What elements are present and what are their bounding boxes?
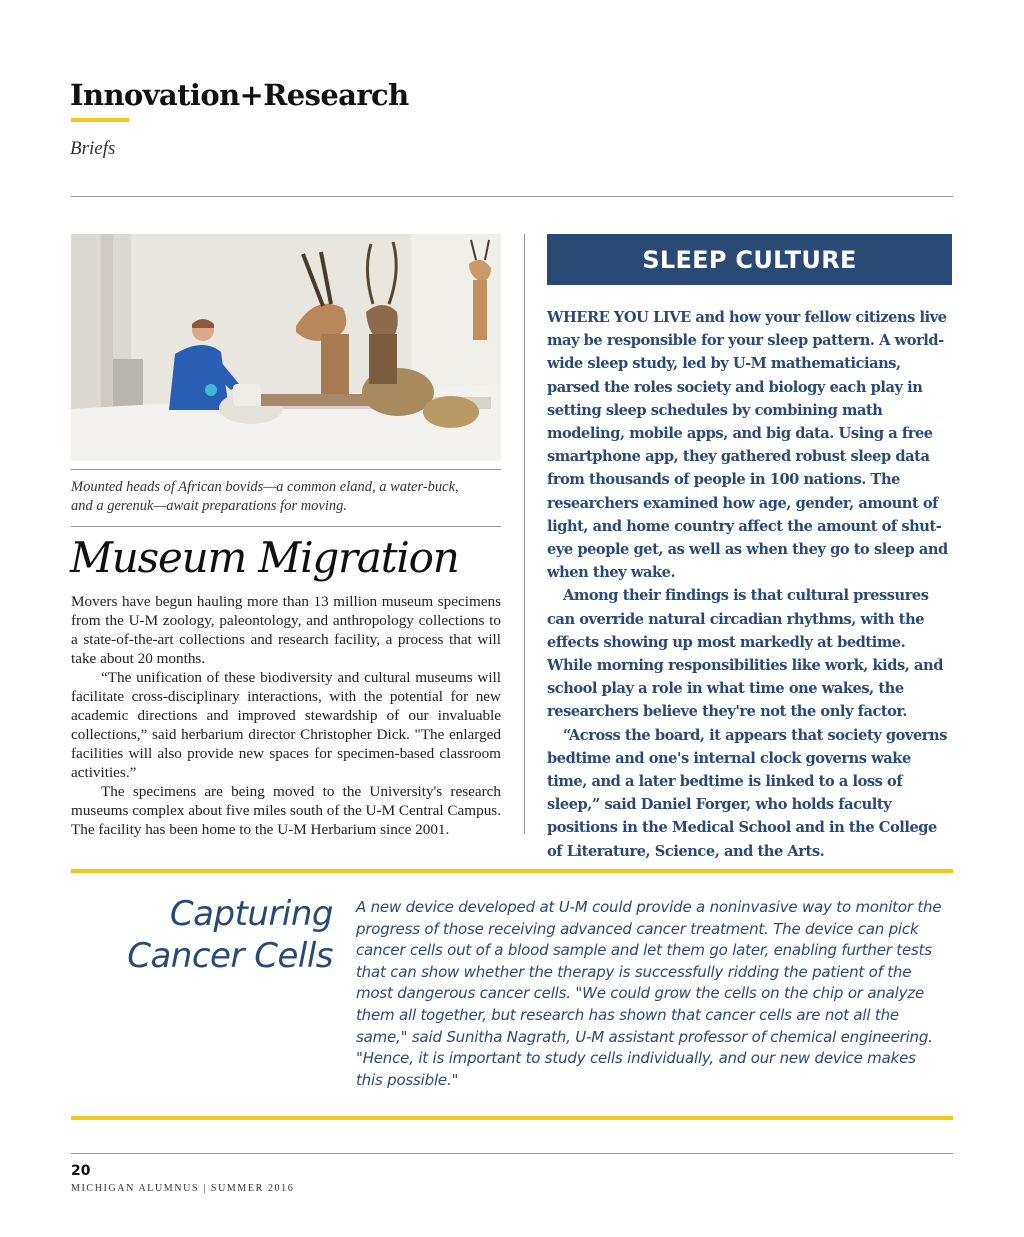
section-title: Innovation+Research bbox=[70, 78, 409, 112]
museum-photo bbox=[71, 234, 501, 461]
caption-bottom-rule bbox=[71, 526, 501, 527]
museum-article-body bbox=[71, 592, 501, 839]
sleep-culture-banner: SLEEP CULTURE bbox=[547, 234, 952, 285]
sleep-paragraph: WHERE YOU LIVE and how your fellow citizens live may be responsible for your sleep pattern. A world-wide sleep study, led by U-M mathematicians, parsed the roles society and biology each play in setting sleep schedules by combining math modeling, mobile apps, and big data. Using a free smartphone app, they gathered robust sleep data from thousands of people in 100 nations. The researchers examined how age, gender, amount of light, and home country affect the amount of shut-eye people get, as well as when they go to sleep and when they wake. bbox=[547, 309, 948, 582]
photo-caption: Mounted heads of African bovids—a common eland, a water-buck, and a gerenuk—await preparations for moving. bbox=[71, 479, 459, 514]
column-divider bbox=[524, 234, 525, 834]
page-number: 20 bbox=[71, 1163, 91, 1179]
footer-rule bbox=[71, 1153, 953, 1154]
cancer-section-top-bar bbox=[71, 869, 953, 873]
museum-paragraph: The specimens are being moved to the University's research museums complex about five miles south of the U-M Central Campus. The facility has been home to the U-M Herbarium since 2001. bbox=[71, 783, 501, 838]
sleep-article-body bbox=[547, 306, 955, 863]
cancer-headline-line1: Capturing bbox=[169, 894, 333, 934]
title-accent-rule bbox=[71, 118, 129, 122]
sleep-paragraph: “Across the board, it appears that society governs bedtime and one's internal clock governs wake time, and a later bedtime is linked to a loss of sleep,” said Daniel Forger, who holds faculty positions in the Medical School and in the College of Literature, Science, and the Arts. bbox=[547, 726, 947, 860]
museum-paragraph: “The unification of these biodiversity and cultural museums will facilitate cross-disciplinary interactions, with the potential for new academic directions and improved stewardship of our invaluable collections,” said herbarium director Christopher Dick. "The enlarged facilities will also provide new spaces for specimen-based classroom activities.” bbox=[71, 669, 501, 781]
cancer-headline bbox=[90, 893, 333, 977]
caption-top-rule bbox=[71, 469, 501, 470]
cancer-article-body: A new device developed at U-M could provide a noninvasive way to monitor the progress of those receiving advanced cancer treatment. The device can pick cancer cells out of a blood sample and let them go later, enabling further tests that can show whether the therapy is successfully ridding the patient of the most dangerous cancer cells. "We could grow the cells on the chip or analyze them all together, but research has shown that cancer cells are not all the same," said Sunitha Nagrath, U-M assistant professor of chemical engineering. "Hence, it is important to study cells individually, and our new device makes this possible." bbox=[356, 898, 942, 1089]
cancer-section-bottom-bar bbox=[71, 1116, 953, 1120]
museum-headline: Museum Migration bbox=[70, 533, 459, 582]
section-subtitle: Briefs bbox=[70, 138, 116, 159]
museum-paragraph: Movers have begun hauling more than 13 million museum specimens from the U-M zoology, paleontology, and anthropology collections to a state-of-the-art collections and research facility, a process that will take about 20 months. bbox=[71, 593, 501, 667]
cancer-headline-line2: Cancer Cells bbox=[127, 936, 333, 976]
publication-folio: MICHIGAN ALUMNUS | SUMMER 2016 bbox=[71, 1183, 295, 1194]
header-divider bbox=[71, 196, 953, 197]
sleep-paragraph: Among their findings is that cultural pressures can override natural circadian rhythms, with the effects showing up most markedly at bedtime. While morning responsibilities like work, kids, and school play a role in what time one wakes, the researchers believe they're not the only factor. bbox=[547, 587, 943, 721]
